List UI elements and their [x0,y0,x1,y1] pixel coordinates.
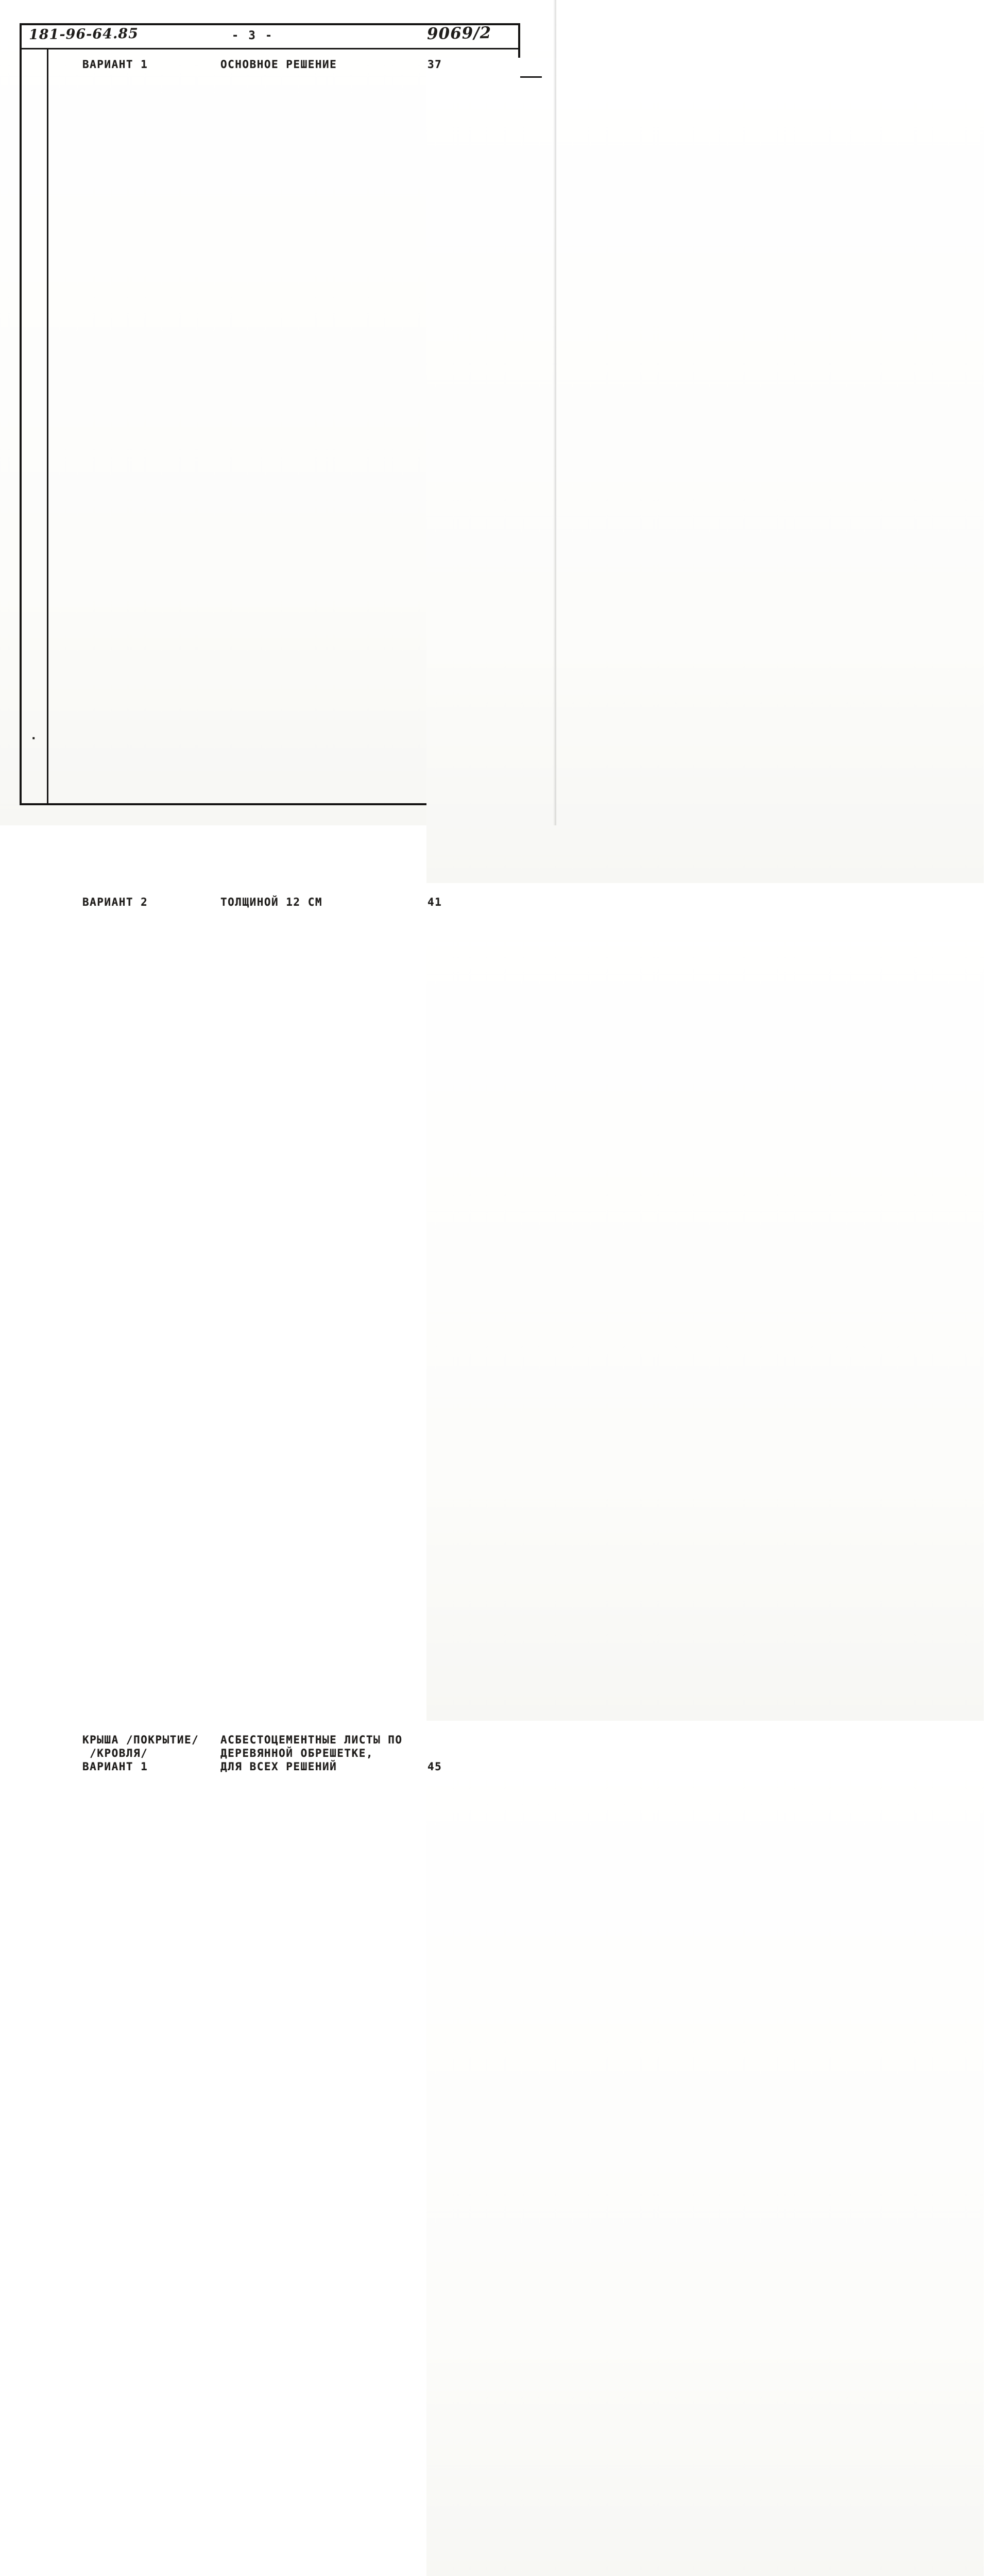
row-item-label: ВАРИАНТ 2 [82,896,148,908]
stray-ink-mark: . [30,728,38,742]
row-page-number: 37 [426,58,984,883]
row-description: АСБЕСТОЦЕМЕНТНЫЕ ЛИСТЫ ПО ДЕРЕВЯННОЙ ОБРЕШЕТКЕ, ДЛЯ ВСЕХ РЕШЕНИЙ [220,1734,403,1773]
left-margin [22,49,48,803]
row-item-label: ВАРИАНТ 1 [82,58,148,71]
right-edge-tick-mark [520,76,542,78]
page-body [22,49,518,1773]
page-number-marker: - 3 - [232,29,274,42]
sheet-number: 9069/2 [426,23,492,44]
contents-table [48,49,992,1773]
document-number: 181-96-64.85 [28,25,139,43]
table-row [82,58,984,883]
page-header [22,25,518,49]
table-row [82,895,984,1721]
scan-edge-shadow [553,0,556,825]
scanned-page [0,0,556,1773]
row-page-number: 41 [426,895,984,1721]
page-frame [20,23,520,1773]
row-description: ТОЛЩИНОЙ 12 СМ [220,896,323,908]
table-row [82,1733,984,2576]
row-item-label: КРЫША /ПОКРЫТИЕ/ /КРОВЛЯ/ ВАРИАНТ 1 [82,1734,199,1773]
row-page-number: 45 [426,1733,984,2576]
row-description: ОСНОВНОЕ РЕШЕНИЕ [220,58,337,71]
